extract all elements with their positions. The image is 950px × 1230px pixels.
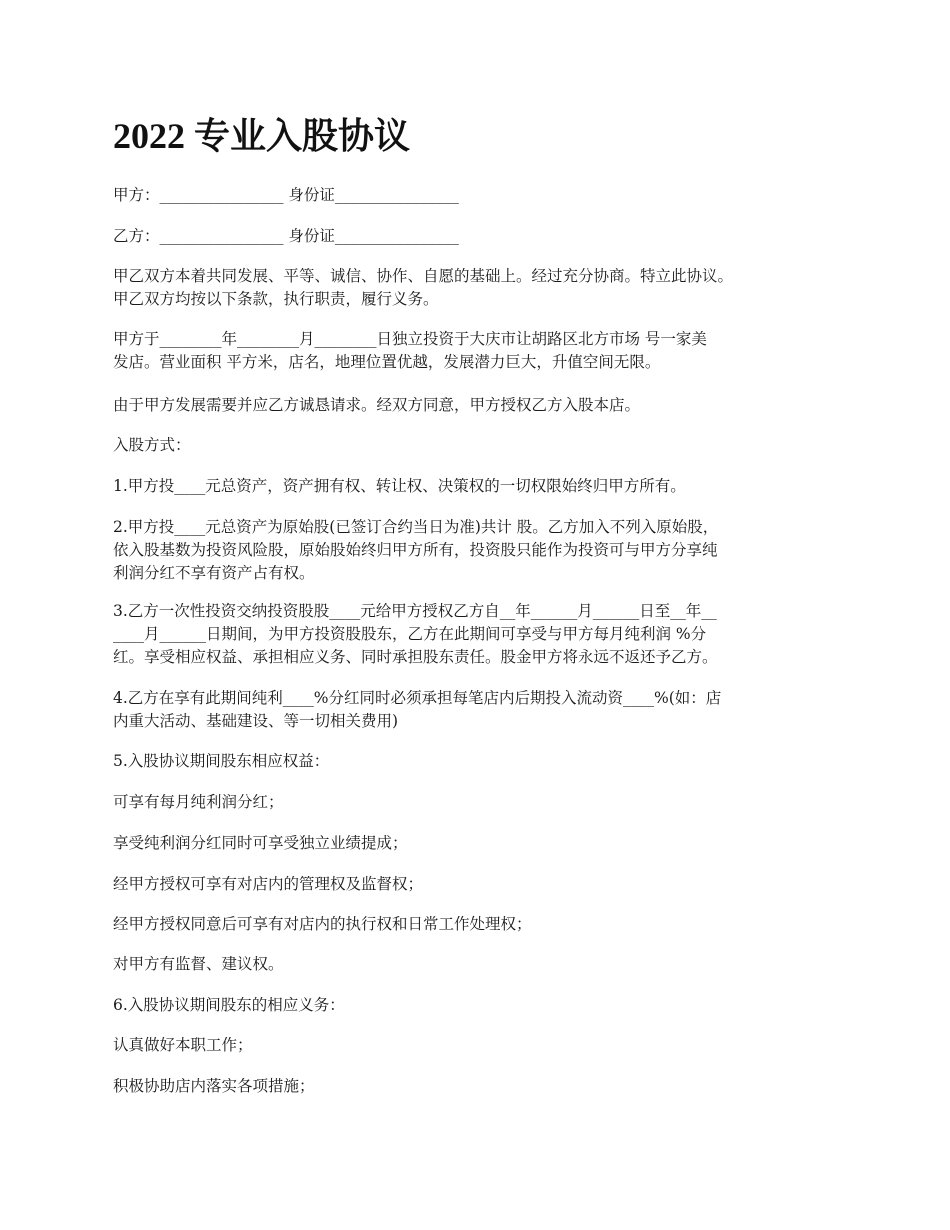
clause-3-line-2: ____月______日期间，为甲方投资股股东，乙方在此期间可享受与甲方每月纯利润 %分 (113, 625, 707, 643)
right-item-2: 享受纯利润分红同时可享受独立业绩提成； (113, 834, 408, 852)
clause-2-line-3: 利润分红不享有资产占有权。 (113, 564, 315, 582)
clause-2-line-1: 2.甲方投____元总资产为原始股(已签订合约当日为准)共计 股。乙方加入不列入原始股， (113, 518, 719, 536)
section-heading-method: 入股方式： (113, 436, 191, 454)
duty-item-2: 积极协助店内落实各项措施； (113, 1077, 315, 1095)
section-heading-duties: 6.入股协议期间股东的相应义务： (113, 996, 345, 1014)
preamble-line-1: 甲乙双方本着共同发展、平等、诚信、协作、自愿的基础上。经过充分协商。特立此协议。 (113, 267, 734, 285)
clause-2-line-2: 依入股基数为投资风险股，原始股始终归甲方所有，投资股只能作为投资可与甲方分享纯 (113, 541, 718, 559)
right-item-5: 对甲方有监督、建议权。 (113, 955, 284, 973)
section-heading-rights: 5.入股协议期间股东相应权益： (113, 752, 330, 770)
preamble-line-2: 甲乙双方均按以下条款，执行职责，履行义务。 (113, 290, 439, 308)
clause-3-line-3: 红。享受相应权益、承担相应义务、同时承担股东责任。股金甲方将永远不返还予乙方。 (113, 648, 718, 666)
authorization-line: 由于甲方发展需要并应乙方诚恳请求。经双方同意，甲方授权乙方入股本店。 (113, 396, 641, 414)
party-b-line: 乙方：________________ 身份证________________ (113, 227, 459, 245)
clause-4-line-1: 4.乙方在享有此期间纯利____%分红同时必须承担每笔店内后期投入流动资____%(如：店 (113, 689, 722, 707)
right-item-3: 经甲方授权可享有对店内的管理权及监督权； (113, 875, 424, 893)
party-a-line: 甲方：________________ 身份证________________ (113, 186, 459, 204)
investment-line-1: 甲方于________年________月________日独立投资于大庆市让胡路区北方市场 号一家美 (113, 330, 707, 348)
clause-4-line-2: 内重大活动、基础建设、等一切相关费用) (113, 712, 399, 730)
right-item-4: 经甲方授权同意后可享有对店内的执行权和日常工作处理权； (113, 915, 532, 933)
clause-1-line: 1.甲方投____元总资产，资产拥有权、转让权、决策权的一切权限始终归甲方所有。 (113, 477, 686, 495)
investment-line-2: 发店。营业面积 平方米，店名，地理位置优越，发展潜力巨大，升值空间无限。 (113, 353, 661, 371)
clause-3-line-1: 3.乙方一次性投资交纳投资股股____元给甲方授权乙方自__年______月______日至__年__ (113, 602, 717, 620)
duty-item-1: 认真做好本职工作； (113, 1036, 253, 1054)
right-item-1: 可享有每月纯利润分红； (113, 793, 284, 811)
document-title: 2022 专业入股协议 (113, 116, 411, 156)
